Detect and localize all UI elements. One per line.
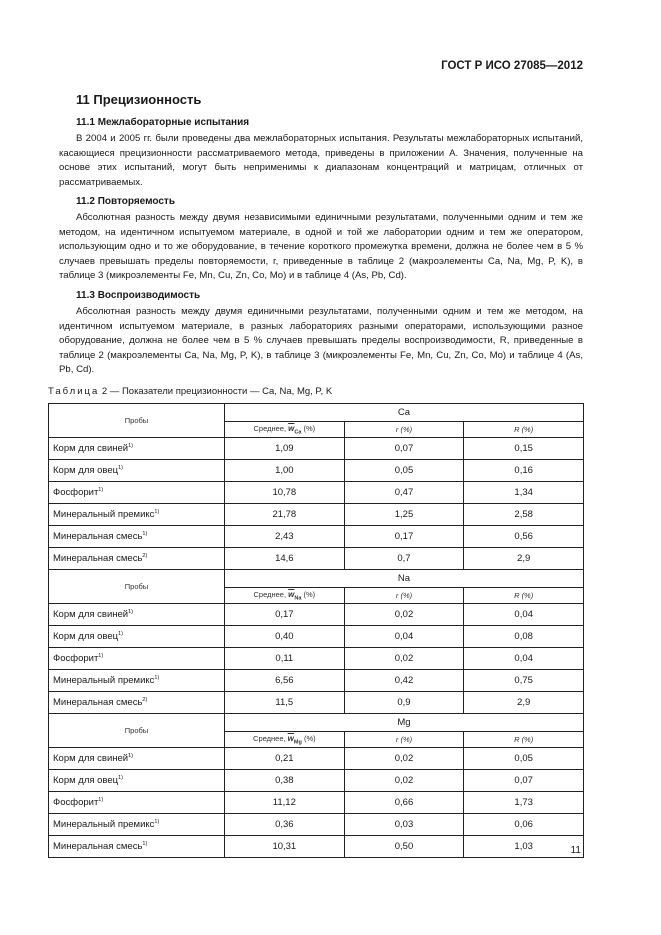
footnote-ref: 1) <box>98 487 104 493</box>
sample-name-cell <box>49 670 225 692</box>
sample-name-cell <box>49 438 225 460</box>
samples-header: Пробы <box>49 570 225 604</box>
table-row <box>49 626 584 648</box>
sample-name: Минеральный премикс <box>53 509 155 520</box>
sample-name-cell <box>49 814 225 836</box>
subsection-title-repeatability: 11.2 Повторяемость <box>76 196 175 207</box>
mean-header <box>225 588 345 604</box>
mean-value: 6,56 <box>225 670 345 692</box>
mean-unit: (%) <box>301 423 316 433</box>
repeatability-value: 0,02 <box>344 648 464 670</box>
repeatability-value: 0,50 <box>344 836 464 858</box>
sample-name: Корм для свиней <box>53 609 129 620</box>
table-row <box>49 836 584 858</box>
sample-name: Минеральная смесь <box>53 841 143 852</box>
table-caption <box>48 386 332 397</box>
footnote-ref: 2) <box>142 553 148 559</box>
repeatability-value: 0,7 <box>344 548 464 570</box>
reproducibility-value: 0,15 <box>464 438 584 460</box>
sample-name-cell <box>49 604 225 626</box>
mean-value: 0,17 <box>225 604 345 626</box>
mean-label: Среднее, <box>253 733 288 743</box>
reproducibility-value: 0,75 <box>464 670 584 692</box>
table-row <box>49 748 584 770</box>
subsection-title-interlab: 11.1 Межлабораторные испытания <box>76 117 250 128</box>
repeatability-label: r (%) <box>395 735 413 744</box>
mean-header <box>225 732 345 748</box>
sample-name: Фосфорит <box>53 487 99 498</box>
repeatability-value: 0,02 <box>344 770 464 792</box>
sample-name-cell <box>49 460 225 482</box>
mean-label: Среднее, <box>253 423 289 433</box>
table-header-row <box>49 404 584 422</box>
mean-header <box>225 422 345 438</box>
mean-unit: (%) <box>301 589 316 599</box>
table-row <box>49 504 584 526</box>
sample-name: Корм для свиней <box>53 753 129 764</box>
sample-name-cell <box>49 626 225 648</box>
sample-name: Минеральная смесь <box>53 531 143 542</box>
sample-name-cell <box>49 770 225 792</box>
footnote-ref: 2) <box>142 697 148 703</box>
sample-name: Корм для овец <box>53 631 119 642</box>
table-caption-prefix: Таблица <box>48 386 100 397</box>
repeatability-value: 0,04 <box>344 626 464 648</box>
mean-symbol: $\overline{w}$ <box>288 589 295 599</box>
table-header-row <box>49 570 584 588</box>
reproducibility-value: 1,03 <box>464 836 584 858</box>
reproducibility-value: 1,34 <box>464 482 584 504</box>
footnote-ref: 1) <box>128 753 133 759</box>
subsection-title-reproducibility: 11.3 Воспроизводимость <box>76 290 201 301</box>
page-number: 11 <box>570 845 581 856</box>
table-header-row <box>49 714 584 732</box>
mean-symbol: $\overline{w}$ <box>287 733 294 743</box>
table-row <box>49 438 584 460</box>
table-row <box>49 670 584 692</box>
table-row <box>49 604 584 626</box>
paragraph-repeatability: Абсолютная разность между двумя независимыми единичными результатами, полученными одним и тем же методом, на идентичном испытуемом материале, в одной и той же лаборатории одним и тем же оператором, использующим одно и то же оборудование, в течение короткого промежутка времени, должна не более чем в 5 % случаев превышать пределы повторяемости, r, приведенные в таблице 2 (макроэлементы Ca, Na, Mg, P, K), в таблице 3 (микроэлементы Fe, Mn, Cu, Zn, Co, Mo) и в таблице 4 (As, Pb, Cd). <box>59 212 583 282</box>
reproducibility-value: 0,04 <box>464 648 584 670</box>
table-caption-text: 2 — Показатели прецизионности — Ca, Na, Mg, P, K <box>99 386 333 397</box>
repeatability-header <box>344 732 464 748</box>
table-row <box>49 648 584 670</box>
sample-name-cell <box>49 548 225 570</box>
element-header: Ca <box>225 404 584 422</box>
table-row <box>49 482 584 504</box>
reproducibility-value: 0,56 <box>464 526 584 548</box>
repeatability-value: 0,02 <box>344 748 464 770</box>
footnote-ref: 1) <box>142 841 148 847</box>
table-row <box>49 526 584 548</box>
footnote-ref: 1) <box>154 509 160 515</box>
mean-value: 10,31 <box>225 836 345 858</box>
mean-value: 0,21 <box>225 748 345 770</box>
reproducibility-value: 0,07 <box>464 770 584 792</box>
reproducibility-value: 0,05 <box>464 748 584 770</box>
table-row <box>49 770 584 792</box>
sample-name: Минеральная смесь <box>53 553 143 564</box>
paragraph-interlab: В 2004 и 2005 гг. были проведены два межлабораторных испытания. Результаты межлабораторных испытаний, касающиеся прецизионности рассматриваемого метода, приведены в приложении А. Значения, полученные на основе этих испытаний, могут быть неприменимы к диапазонам концентраций и матрицам, отличных от рассматриваемых. <box>59 133 583 188</box>
sample-name-cell <box>49 748 225 770</box>
document-code: ГОСТ Р ИСО 27085—2012 <box>441 60 583 72</box>
section-title: 11 Прецизионность <box>76 92 202 107</box>
repeatability-value: 0,03 <box>344 814 464 836</box>
table-row <box>49 814 584 836</box>
sample-name: Корм для овец <box>53 775 119 786</box>
sample-name-cell <box>49 836 225 858</box>
mean-value: 0,11 <box>225 648 345 670</box>
mean-unit: (%) <box>301 733 316 743</box>
reproducibility-value: 0,04 <box>464 604 584 626</box>
mean-value: 10,78 <box>225 482 345 504</box>
repeatability-value: 0,07 <box>344 438 464 460</box>
footnote-ref: 1) <box>142 531 148 537</box>
element-header: Na <box>225 570 584 588</box>
reproducibility-label: R (%) <box>514 735 534 744</box>
footnote-ref: 1) <box>128 443 133 449</box>
reproducibility-label: R (%) <box>514 425 534 434</box>
reproducibility-value: 1,73 <box>464 792 584 814</box>
table-row <box>49 692 584 714</box>
reproducibility-value: 0,08 <box>464 626 584 648</box>
sample-name: Корм для свиней <box>53 443 129 454</box>
mean-label: Среднее, <box>253 589 289 599</box>
repeatability-label: r (%) <box>395 425 413 434</box>
reproducibility-header <box>464 732 584 748</box>
element-header: Mg <box>225 714 584 732</box>
sample-name-cell <box>49 648 225 670</box>
repeatability-value: 0,47 <box>344 482 464 504</box>
mean-symbol-element: Ca <box>294 429 302 436</box>
footnote-ref: 1) <box>154 675 160 681</box>
footnote-ref: 1) <box>118 775 123 781</box>
sample-name: Фосфорит <box>53 797 99 808</box>
repeatability-value: 0,02 <box>344 604 464 626</box>
mean-value: 0,36 <box>225 814 345 836</box>
sample-name-cell <box>49 792 225 814</box>
reproducibility-header <box>464 588 584 604</box>
precision-table-body <box>49 404 584 858</box>
footnote-ref: 1) <box>98 653 104 659</box>
reproducibility-value: 0,06 <box>464 814 584 836</box>
sample-name-cell <box>49 504 225 526</box>
samples-header: Пробы <box>49 714 225 748</box>
mean-value: 11,12 <box>225 792 345 814</box>
repeatability-value: 0,66 <box>344 792 464 814</box>
sample-name: Корм для овец <box>53 465 119 476</box>
reproducibility-value: 2,58 <box>464 504 584 526</box>
repeatability-value: 1,25 <box>344 504 464 526</box>
repeatability-value: 0,9 <box>344 692 464 714</box>
mean-symbol-element: Na <box>294 595 302 602</box>
footnote-ref: 1) <box>154 819 160 825</box>
mean-symbol: $\overline{w}$ <box>288 423 295 433</box>
sample-name: Минеральная смесь <box>53 697 143 708</box>
reproducibility-label: R (%) <box>514 591 534 600</box>
footnote-ref: 1) <box>118 465 123 471</box>
mean-value: 2,43 <box>225 526 345 548</box>
mean-value: 11,5 <box>225 692 345 714</box>
sample-name: Минеральный премикс <box>53 675 155 686</box>
mean-value: 1,00 <box>225 460 345 482</box>
reproducibility-value: 0,16 <box>464 460 584 482</box>
mean-value: 21,78 <box>225 504 345 526</box>
samples-header: Пробы <box>49 404 225 438</box>
repeatability-header <box>344 588 464 604</box>
reproducibility-value: 2,9 <box>464 692 584 714</box>
mean-value: 0,40 <box>225 626 345 648</box>
repeatability-value: 0,17 <box>344 526 464 548</box>
table-row <box>49 548 584 570</box>
footnote-ref: 1) <box>98 797 104 803</box>
table-row <box>49 792 584 814</box>
repeatability-value: 0,05 <box>344 460 464 482</box>
sample-name: Фосфорит <box>53 653 99 664</box>
sample-name-cell <box>49 526 225 548</box>
reproducibility-value: 2,9 <box>464 548 584 570</box>
reproducibility-header <box>464 422 584 438</box>
mean-value: 14,6 <box>225 548 345 570</box>
mean-value: 0,38 <box>225 770 345 792</box>
repeatability-label: r (%) <box>395 591 413 600</box>
repeatability-header <box>344 422 464 438</box>
repeatability-value: 0,42 <box>344 670 464 692</box>
sample-name-cell <box>49 692 225 714</box>
paragraph-reproducibility: Абсолютная разность между двумя единичными результатами, полученными одним и тем же методом, на идентичном испытуемом материале, в разных лабораториях разными операторами, использующими разное оборудование, должна не более чем в 5 % случаев превышать пределы воспроизводимости, R, приведенные в таблице 2 (макроэлементы Ca, Na, Mg, P, K), в таблице 3 (микроэлементы Fe, Mn, Cu, Zn, Co, Mo) и таблице 4 (As, Pb, Cd). <box>59 306 583 376</box>
sample-name-cell <box>49 482 225 504</box>
precision-table <box>48 403 584 858</box>
sample-name: Минеральный премикс <box>53 819 155 830</box>
mean-symbol-element: Mg <box>293 739 302 746</box>
footnote-ref: 1) <box>118 631 123 637</box>
table-row <box>49 460 584 482</box>
mean-value: 1,09 <box>225 438 345 460</box>
footnote-ref: 1) <box>128 609 133 615</box>
